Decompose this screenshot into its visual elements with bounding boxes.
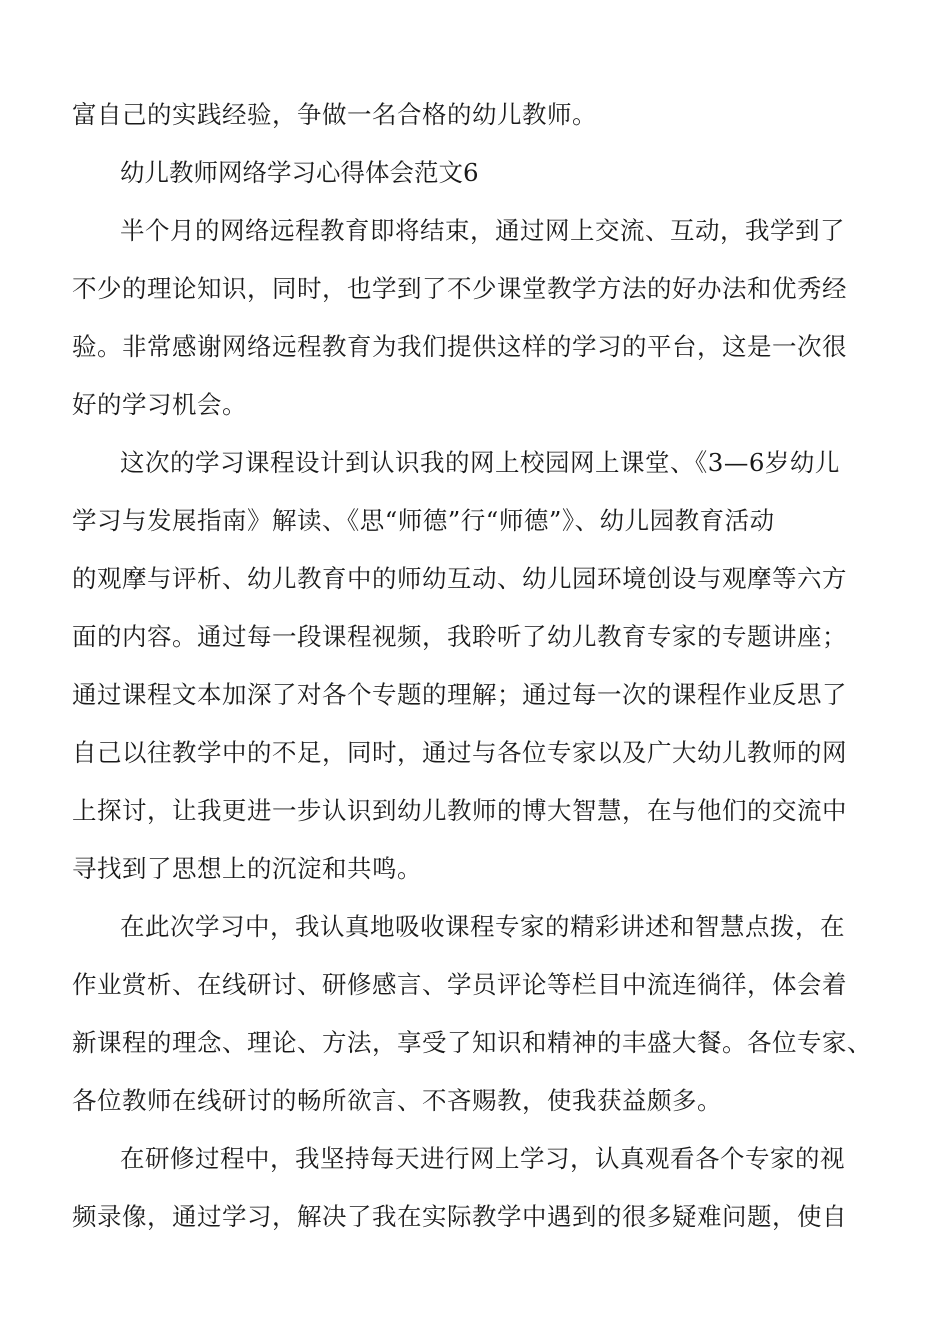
paragraph-line: 在研修过程中，我坚持每天进行网上学习，认真观看各个专家的视	[120, 1144, 845, 1173]
paragraph-line: 在此次学习中，我认真地吸收课程专家的精彩讲述和智慧点拨，在	[120, 912, 845, 941]
paragraph-line: 自己以往教学中的不足，同时，通过与各位专家以及广大幼儿教师的网	[72, 738, 847, 767]
paragraph-line: 好的学习机会。	[72, 390, 247, 419]
paragraph-line: 的观摩与评析、幼儿教育中的师幼互动、幼儿园环境创设与观摩等六方	[72, 564, 847, 593]
paragraph-line: 寻找到了思想上的沉淀和共鸣。	[72, 854, 422, 883]
paragraph-line: 上探讨，让我更进一步认识到幼儿教师的博大智慧，在与他们的交流中	[72, 796, 847, 825]
paragraph-line: 面的内容。通过每一段课程视频，我聆听了幼儿教育专家的专题讲座；	[72, 622, 847, 651]
paragraph-line: 通过课程文本加深了对各个专题的理解；通过每一次的课程作业反思了	[72, 680, 847, 709]
paragraph-line: 半个月的网络远程教育即将结束，通过网上交流、互动，我学到了	[120, 216, 845, 245]
paragraph-line: 这次的学习课程设计到认识我的网上校园网上课堂、《3—6岁幼儿	[120, 448, 840, 477]
paragraph-line: 作业赏析、在线研讨、研修感言、学员评论等栏目中流连徜徉，体会着	[72, 970, 847, 999]
paragraph-line: 富自己的实践经验，争做一名合格的幼儿教师。	[72, 100, 597, 129]
paragraph-line: 各位教师在线研讨的畅所欲言、不吝赐教，使我获益颇多。	[72, 1086, 722, 1115]
paragraph-line: 不少的理论知识，同时，也学到了不少课堂教学方法的好办法和优秀经	[72, 274, 847, 303]
section-heading: 幼儿教师网络学习心得体会范文6	[120, 158, 479, 187]
paragraph-line: 验。非常感谢网络远程教育为我们提供这样的学习的平台，这是一次很	[72, 332, 847, 361]
paragraph-line: 学习与发展指南》解读、《思“师德”行“师德”》、幼儿园教育活动	[72, 506, 775, 535]
paragraph-line: 新课程的理念、理论、方法，享受了知识和精神的丰盛大餐。各位专家、	[72, 1028, 872, 1057]
paragraph-line: 频录像，通过学习，解决了我在实际教学中遇到的很多疑难问题，使自	[72, 1202, 847, 1231]
